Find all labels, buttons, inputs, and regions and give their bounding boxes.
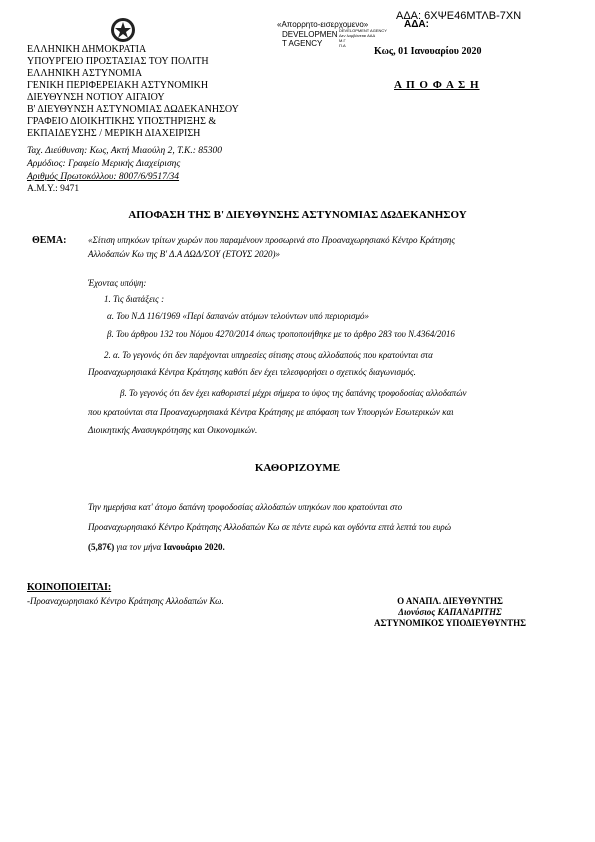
subject-line-2: Αλλοδαπών Κω της Β' Δ.Α ΔΩΔ/ΣΟΥ (ΕΤΟΥΣ 2020)» [88,249,281,259]
signature-rank: ΑΣΤΥΝΟΜΙΚΟΣ ΥΠΟΔΙΕΥΘΥΝΤΗΣ [374,618,526,628]
header-protocol-number: Αριθμός Πρωτοκόλλου: 8007/6/9517/34 [27,172,180,182]
item-1b: β. Του άρθρου 132 του Νόμου 4270/2014 όπως τροποποιήθηκε με το άρθρο 283 του Ν.4364/2016 [107,329,455,339]
org-line: ΓΡΑΦΕΙΟ ΔΙΟΙΚΗΤΙΚΗΣ ΥΠΟΣΤΗΡΙΞΗΣ & [27,116,217,127]
subject-label: ΘΕΜΑ: [32,235,67,246]
document-date: Κως, 01 Ιανουαρίου 2020 [374,46,482,57]
determination-month: Ιανουάριο 2020. [163,542,225,552]
item-2b-line-3: Διοικητικής Ανασυγκρότησης και Οικονομικών. [88,425,258,435]
stamp-ada-label: ΑΔΑ: [404,19,429,30]
signature-title: Ο ΑΝΑΠΛ. ΔΙΕΥΘΥΝΤΗΣ [397,596,503,606]
stamp-small-text: DEVELOPMENT AGENCY Δεν λαμβάνεται ΑΑΔ Μ.Γ Π.Α [339,28,387,48]
org-line: ΕΚΠΑΙΔΕΥΣΗΣ / ΜΕΡΙΚΗ ΔΙΑΧΕΙΡΙΣΗ [27,128,201,139]
item-2b-line-1: β. Το γεγονός ότι δεν έχει καθοριστεί μέχρι σήμερα το ύψος της δαπάνης τροφοδοσίας αλλοδαπών [120,388,467,398]
header-organization [27,44,239,140]
determine-heading: ΚΑΘΟΡΙΖΟΥΜΕ [254,462,341,474]
determination-mid: για τον μήνα [114,542,164,552]
signature-name: Διονύσιος ΚΑΠΑΝΔΡΙΤΗΣ [398,607,502,617]
item-1: 1. Τις διατάξεις : [104,294,165,304]
org-line: Β' ΔΙΕΥΘΥΝΣΗ ΑΣΤΥΝΟΜΙΑΣ ΔΩΔΕΚΑΝΗΣΟΥ [27,104,239,115]
main-title: ΑΠΟΦΑΣΗ ΤΗΣ Β' ΔΙΕΥΘΥΝΣΗΣ ΑΣΤΥΝΟΜΙΑΣ ΔΩΔΕΚΑΝΗΣΟΥ [128,209,467,221]
header-amy: Α.Μ.Υ.: 9471 [27,184,80,194]
item-2a-line-2: Προαναχωρησιακά Κέντρα Κράτησης καθότι δεν έχει τελεσφορήσει ο σχετικός διαγωνισμός. [88,367,416,377]
item-2b-line-2: που κρατούνται στα Προαναχωρησιακά Κέντρα Κράτησης με απόφαση των Υπουργών Εσωτερικών και [88,407,454,417]
org-line: ΕΛΛΗΝΙΚΗ ΔΗΜΟΚΡΑΤΙΑ [27,44,147,55]
header-responsible: Αρμόδιος: Γραφείο Μερικής Διαχείρισης [27,159,181,169]
stamp-agency-line-1: DEVELOPMEN [282,30,338,39]
decision-heading: Α Π Ο Φ Α Σ Η [394,79,480,91]
item-1a: α. Του Ν.Δ 116/1969 «Περί δαπανών ατόμων τελούντων υπό περιορισμό» [107,311,369,321]
having-seen: Έχοντας υπόψη: [88,278,147,288]
greek-emblem-icon [110,17,136,43]
org-line: ΔΙΕΥΘΥΝΣΗ ΝΟΤΙΟΥ ΑΙΓΑΙΟΥ [27,92,165,103]
org-line: ΕΛΛΗΝΙΚΗ ΑΣΤΥΝΟΜΙΑ [27,68,143,79]
org-line: ΥΠΟΥΡΓΕΙΟ ΠΡΟΣΤΑΣΙΑΣ ΤΟΥ ΠΟΛΙΤΗ [27,56,209,67]
item-2a-line-1: 2. α. Το γεγονός ότι δεν παρέχονται υπηρεσίες σίτισης στους αλλοδαπούς που κρατούνται στα [104,350,433,360]
stamp-agency-line-2: T AGENCY [282,39,323,48]
notification-label: ΚΟΙΝΟΠΟΙΕΙΤΑΙ: [27,582,112,593]
document-ada-id: ΑΔΑ: 6ΧΨΕ46ΜΤΛΒ-7ΧΝ [396,10,522,22]
determination-line-1: Την ημερήσια κατ' άτομο δαπάνη τροφοδοσίας αλλοδαπών υπηκόων που κρατούνται στο [88,502,403,512]
subject-line-1: «Σίτιση υπηκόων τρίτων χωρών που παραμένουν προσωρινά στο Προαναχωρησιακό Κέντρο Κράτησης [88,235,456,245]
org-line: ΓΕΝΙΚΗ ΠΕΡΙΦΕΡΕΙΑΚΗ ΑΣΤΥΝΟΜΙΚΗ [27,80,209,91]
determination-line-3 [88,542,225,552]
notification-recipient: -Προαναχωρησιακό Κέντρο Κράτησης Αλλοδαπών Κω. [27,596,224,606]
header-address: Ταχ. Διεύθυνση: Κως, Ακτή Μιαούλη 2, Τ.Κ.: 85300 [27,146,223,156]
stamp-overlay-text: «Απορρητο-εισερχομενο» [277,20,369,29]
determination-amount: (5,87€) [88,542,115,552]
determination-line-2: Προαναχωρησιακό Κέντρο Κράτησης Αλλοδαπών Κω σε πέντε ευρώ και ογδόντα επτά λεπτά του ευρώ [88,522,452,532]
